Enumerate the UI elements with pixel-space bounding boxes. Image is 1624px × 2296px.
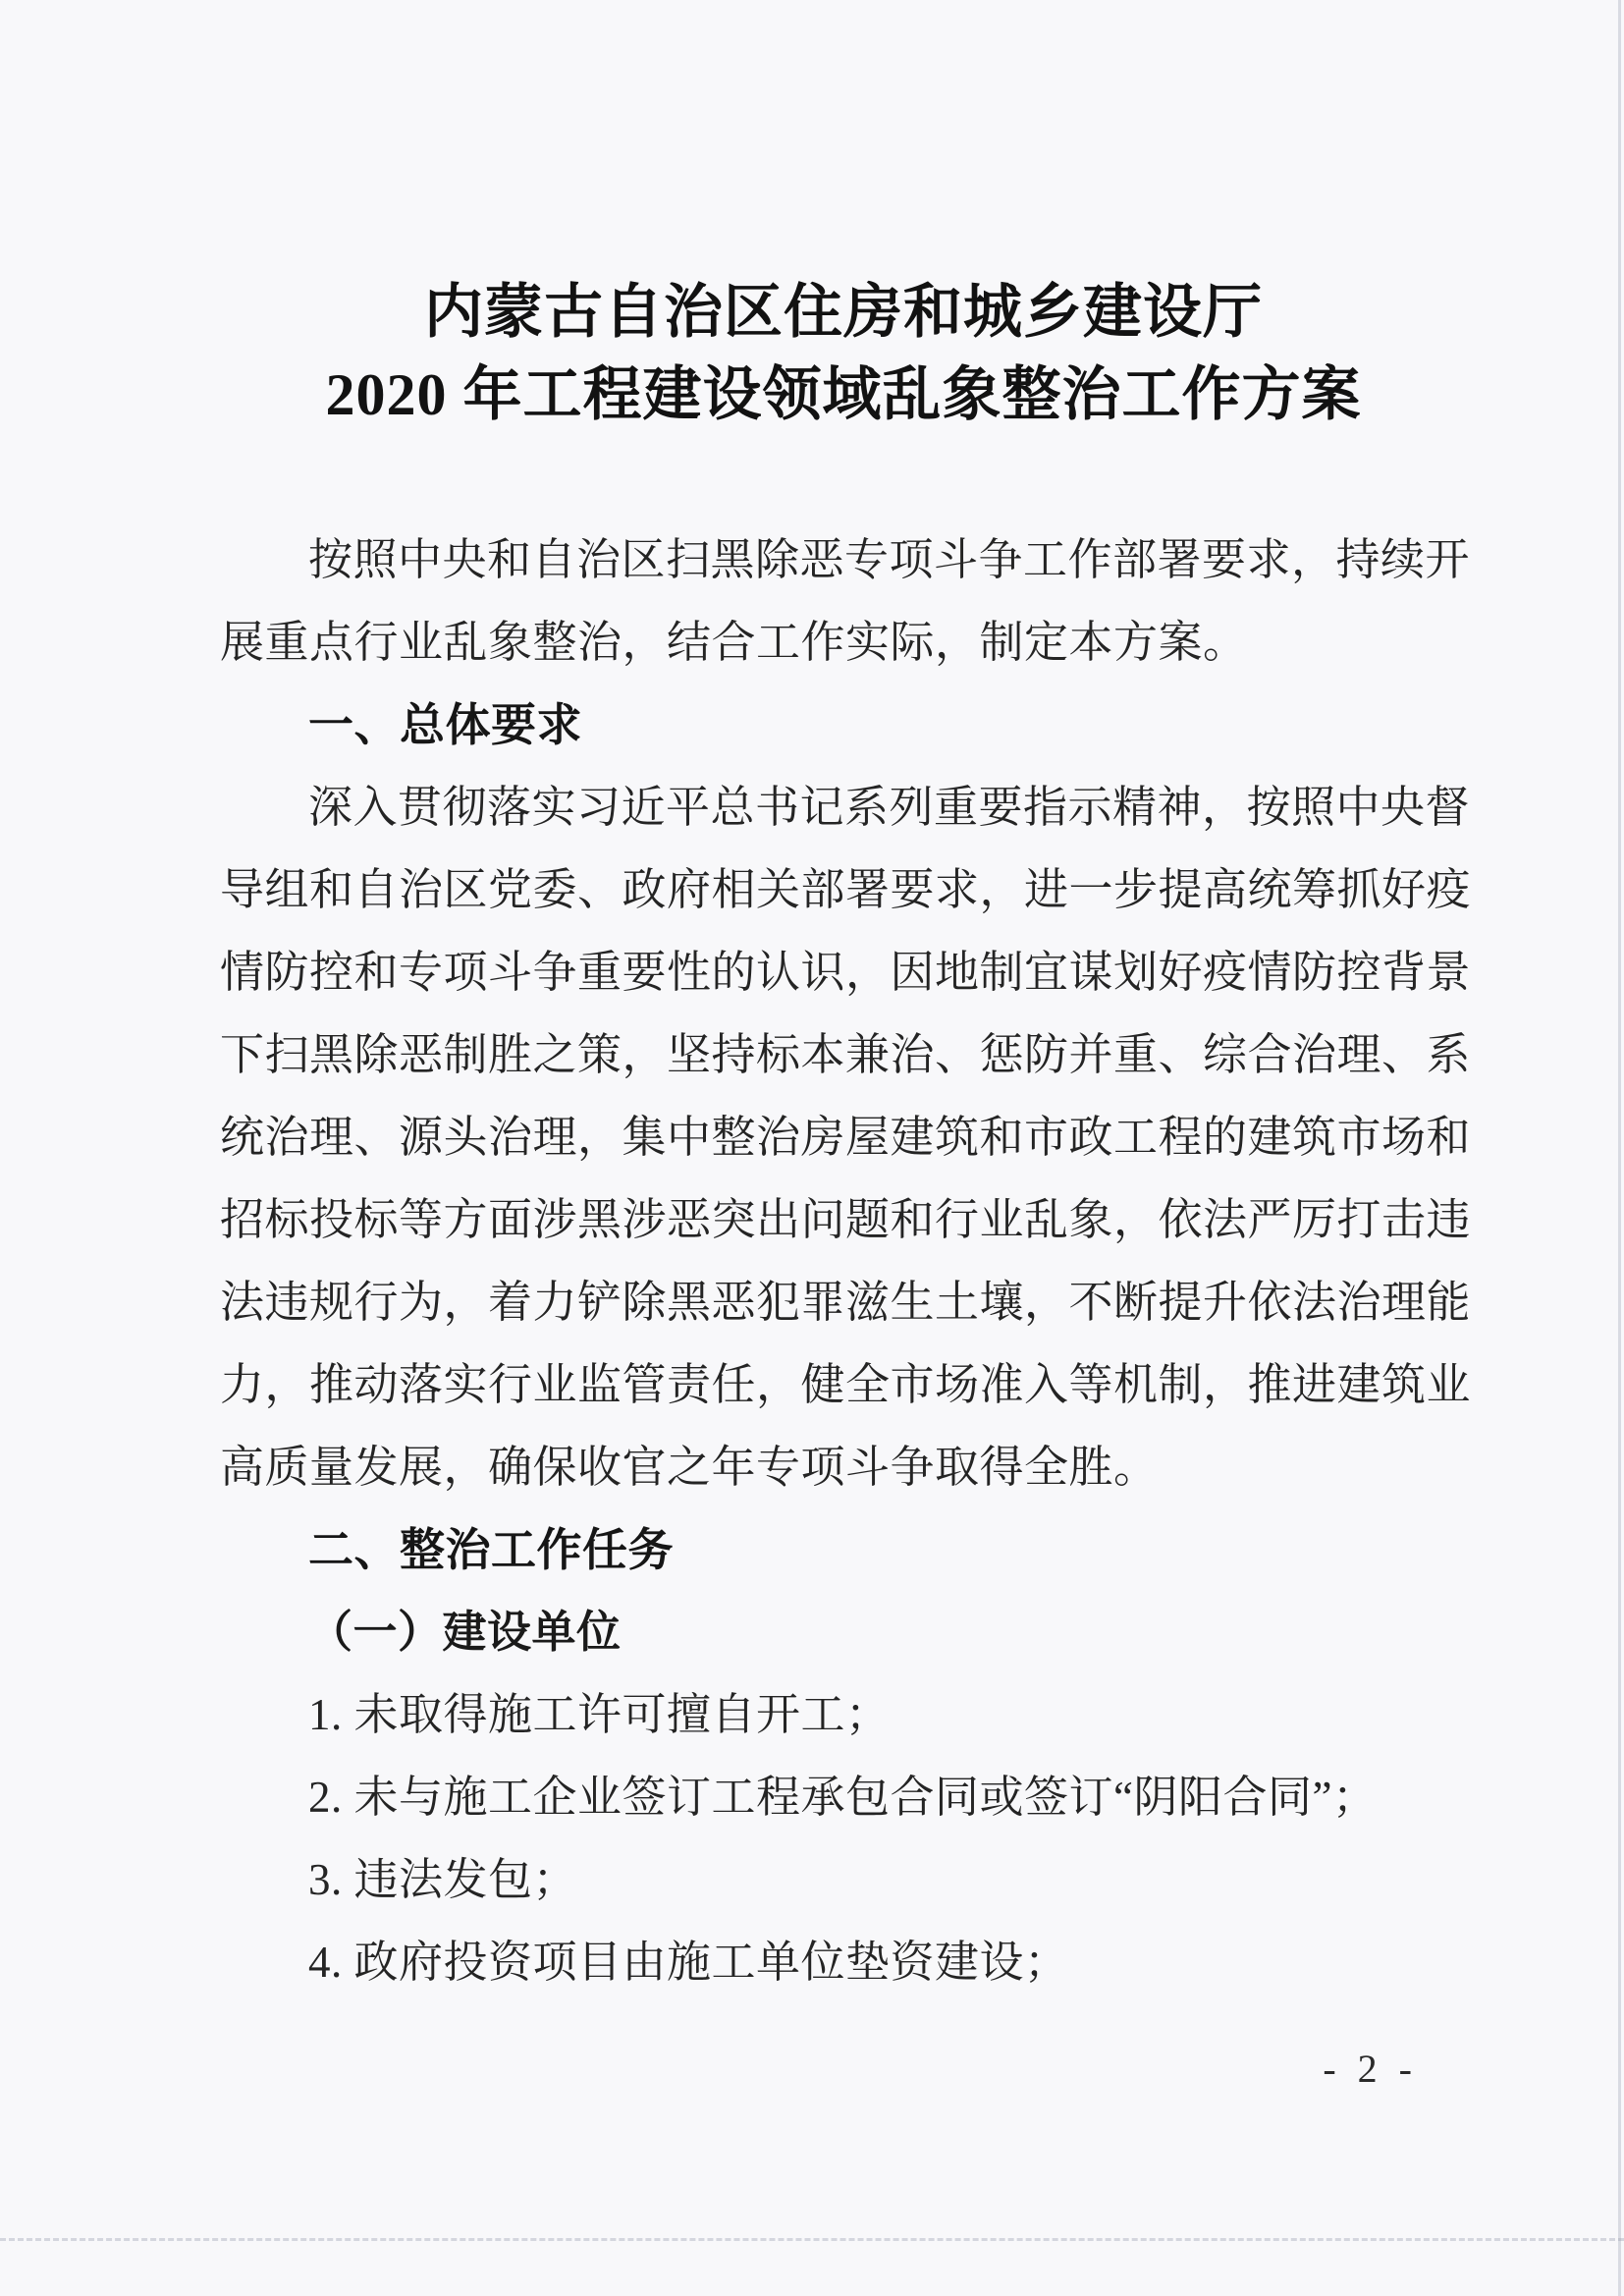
intro-paragraph-line: 按照中央和自治区扫黑除恶专项斗争工作部署要求，持续开 xyxy=(308,535,1471,584)
section-1-paragraph-line: 力，推动落实行业监管责任，健全市场准入等机制，推进建筑业 xyxy=(220,1360,1472,1409)
section-1-paragraph-line: 高质量发展，确保收官之年专项斗争取得全胜。 xyxy=(220,1443,1159,1492)
scan-right-edge-line xyxy=(1618,0,1621,2296)
document-content xyxy=(220,0,1472,2003)
section-1-heading: 一、总体要求 xyxy=(308,699,582,750)
section-1-paragraph-line: 统治理、源头治理，集中整治房屋建筑和市政工程的建筑市场和 xyxy=(220,1113,1472,1162)
section-1-paragraph-line: 深入贯彻落实习近平总书记系列重要指示精神，按照中央督 xyxy=(308,783,1471,832)
list-item-4: 4. 政府投资项目由施工单位垫资建设； xyxy=(308,1938,1069,1987)
document-title xyxy=(220,0,1467,436)
page-number: - 2 - xyxy=(1323,2047,1418,2091)
title-line-2: 2020 年工程建设领域乱象整治工作方案 xyxy=(325,362,1362,427)
list-item-3: 3. 违法发包； xyxy=(308,1855,578,1904)
section-2-heading: 二、整治工作任务 xyxy=(308,1524,674,1575)
section-1-paragraph-line: 法违规行为，着力铲除黑恶犯罪滋生土壤，不断提升依法治理能 xyxy=(220,1278,1472,1327)
section-1-paragraph-line: 下扫黑除恶制胜之策，坚持标本兼治、惩防并重、综合治理、系 xyxy=(220,1030,1472,1079)
scan-bottom-artifact-line xyxy=(0,2238,1624,2241)
title-body-gap xyxy=(220,436,1467,519)
intro-paragraph-line: 展重点行业乱象整治，结合工作实际，制定本方案。 xyxy=(220,618,1248,667)
section-1-paragraph-line: 招标投标等方面涉黑涉恶突出问题和行业乱象，依法严厉打击违 xyxy=(220,1195,1472,1244)
section-2-sub-heading-1: （一）建设单位 xyxy=(308,1608,622,1657)
section-1-paragraph-line: 导组和自治区党委、政府相关部署要求，进一步提高统筹抓好疫 xyxy=(220,865,1472,914)
title-line-1: 内蒙古自治区住房和城乡建设厅 xyxy=(424,280,1263,345)
section-1-paragraph-line: 情防控和专项斗争重要性的认识，因地制宜谋划好疫情防控背景 xyxy=(220,948,1472,997)
list-item-2: 2. 未与施工企业签订工程承包合同或签订“阴阳合同”； xyxy=(308,1773,1378,1822)
list-item-1: 1. 未取得施工许可擅自开工； xyxy=(308,1690,891,1739)
